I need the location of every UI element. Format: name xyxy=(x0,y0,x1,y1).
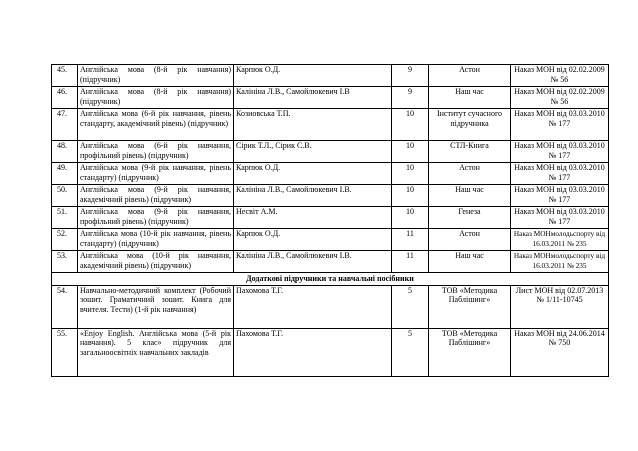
book-title: Англійська мова (9-й рік навчання, профільний рівень) (підручник) xyxy=(78,207,234,229)
approval-document: Наказ МОНмолодьспорту від 16.03.2011 № 235 xyxy=(511,229,609,251)
textbook-table xyxy=(51,64,609,377)
approval-document: Лист МОН від 02.07.2013 № 1/11-10745 xyxy=(511,285,609,328)
book-authors: Пахомова Т.Г. xyxy=(234,285,392,328)
row-number: 53. xyxy=(52,251,78,273)
book-publisher: Астон xyxy=(429,163,511,185)
book-grade: 5 xyxy=(392,285,429,328)
approval-document: Наказ МОНмолодьспорту від 16.03.2011 № 235 xyxy=(511,251,609,273)
book-grade: 10 xyxy=(392,163,429,185)
book-title: Англійська мова (6-й рік навчання, профільний рівень) (підручник) xyxy=(78,141,234,163)
approval-document: Наказ МОН від 03.03.2010 № 177 xyxy=(511,185,609,207)
book-grade: 9 xyxy=(392,87,429,109)
book-authors: Козиовська Т.П. xyxy=(234,109,392,141)
table-row xyxy=(52,65,609,87)
book-title: Англійська мова (9-й рік навчання, академічний рівень) (підручник) xyxy=(78,185,234,207)
book-publisher: Наш час xyxy=(429,185,511,207)
book-title: Англійська мова (10-й рік навчання, академічний рівень) (підручник) xyxy=(78,251,234,273)
book-grade: 10 xyxy=(392,185,429,207)
book-grade: 11 xyxy=(392,251,429,273)
book-authors: Калініна Л.В., Самойлюкевич І.В. xyxy=(234,185,392,207)
table-row xyxy=(52,285,609,328)
book-publisher: Астон xyxy=(429,229,511,251)
row-number: 48. xyxy=(52,141,78,163)
book-authors: Несвіт А.М. xyxy=(234,207,392,229)
row-number: 55. xyxy=(52,328,78,376)
book-authors: Карпюк О.Д. xyxy=(234,229,392,251)
book-grade: 10 xyxy=(392,207,429,229)
approval-document: Наказ МОН від 24.06.2014 № 750 xyxy=(511,328,609,376)
row-number: 52. xyxy=(52,229,78,251)
book-title: Англійська мова (6-й рік навчання, рівень стандарту, академічний рівень) (підручник) xyxy=(78,109,234,141)
book-publisher: Астон xyxy=(429,65,511,87)
approval-document: Наказ МОН від 03.03.2010 № 177 xyxy=(511,141,609,163)
book-publisher: Наш час xyxy=(429,87,511,109)
table-row xyxy=(52,141,609,163)
book-title: «Enjoy English. Англійська мова (5-й рік навчання). 5 клас» підручник для загальноосвітніх навчальних закладів xyxy=(78,328,234,376)
book-publisher: Наш час xyxy=(429,251,511,273)
book-title: Англійська мова (8-й рік навчання) (підручник) xyxy=(78,87,234,109)
book-grade: 9 xyxy=(392,65,429,87)
approval-document: Наказ МОН від 02.02.2009 № 56 xyxy=(511,65,609,87)
book-title: Англійська мова (8-й рік навчання) (підручник) xyxy=(78,65,234,87)
table-row xyxy=(52,185,609,207)
book-authors: Калініна Л.В., Самойлюкевич І.В xyxy=(234,87,392,109)
book-grade: 5 xyxy=(392,328,429,376)
book-grade: 10 xyxy=(392,141,429,163)
row-number: 50. xyxy=(52,185,78,207)
table-row xyxy=(52,207,609,229)
section-header-row xyxy=(52,273,609,286)
row-number: 51. xyxy=(52,207,78,229)
table-row xyxy=(52,87,609,109)
book-title: Навчально-методичний комплект (Робочий зошит. Граматичний зошит. Книга для вчителя. Тести) (1-й рік навчання) xyxy=(78,285,234,328)
table-row xyxy=(52,109,609,141)
book-publisher: ТОВ «Методика Паблішинг» xyxy=(429,328,511,376)
book-publisher: Інститут сучасного підручника xyxy=(429,109,511,141)
book-grade: 11 xyxy=(392,229,429,251)
row-number: 54. xyxy=(52,285,78,328)
book-authors: Калініна Л.В., Самойлюкевич І.В. xyxy=(234,251,392,273)
row-number: 49. xyxy=(52,163,78,185)
approval-document: Наказ МОН від 03.03.2010 № 177 xyxy=(511,163,609,185)
book-title: Англійська мова (10-й рік навчання, рівень стандарту) (підручник) xyxy=(78,229,234,251)
approval-document: Наказ МОН від 03.03.2010 № 177 xyxy=(511,109,609,141)
table-row xyxy=(52,328,609,376)
book-authors: Сірик Т.Л., Сірик С.В. xyxy=(234,141,392,163)
book-grade: 10 xyxy=(392,109,429,141)
book-publisher: СТЛ-Книга xyxy=(429,141,511,163)
section-title: Додаткові підручники та навчальні посібники xyxy=(52,273,609,286)
table-row xyxy=(52,163,609,185)
row-number: 45. xyxy=(52,65,78,87)
book-publisher: Генеза xyxy=(429,207,511,229)
approval-document: Наказ МОН від 03.03.2010 № 177 xyxy=(511,207,609,229)
book-title: Англійська мова (9-й рік навчання, рівень стандарту) (підручник) xyxy=(78,163,234,185)
book-authors: Карпюк О.Д. xyxy=(234,65,392,87)
book-authors: Карпюк О.Д. xyxy=(234,163,392,185)
row-number: 46. xyxy=(52,87,78,109)
approval-document: Наказ МОН від 02.02.2009 № 56 xyxy=(511,87,609,109)
table-row xyxy=(52,229,609,251)
book-authors: Пахомова Т.Г. xyxy=(234,328,392,376)
row-number: 47. xyxy=(52,109,78,141)
book-publisher: ТОВ «Методика Паблішинг» xyxy=(429,285,511,328)
table-row xyxy=(52,251,609,273)
